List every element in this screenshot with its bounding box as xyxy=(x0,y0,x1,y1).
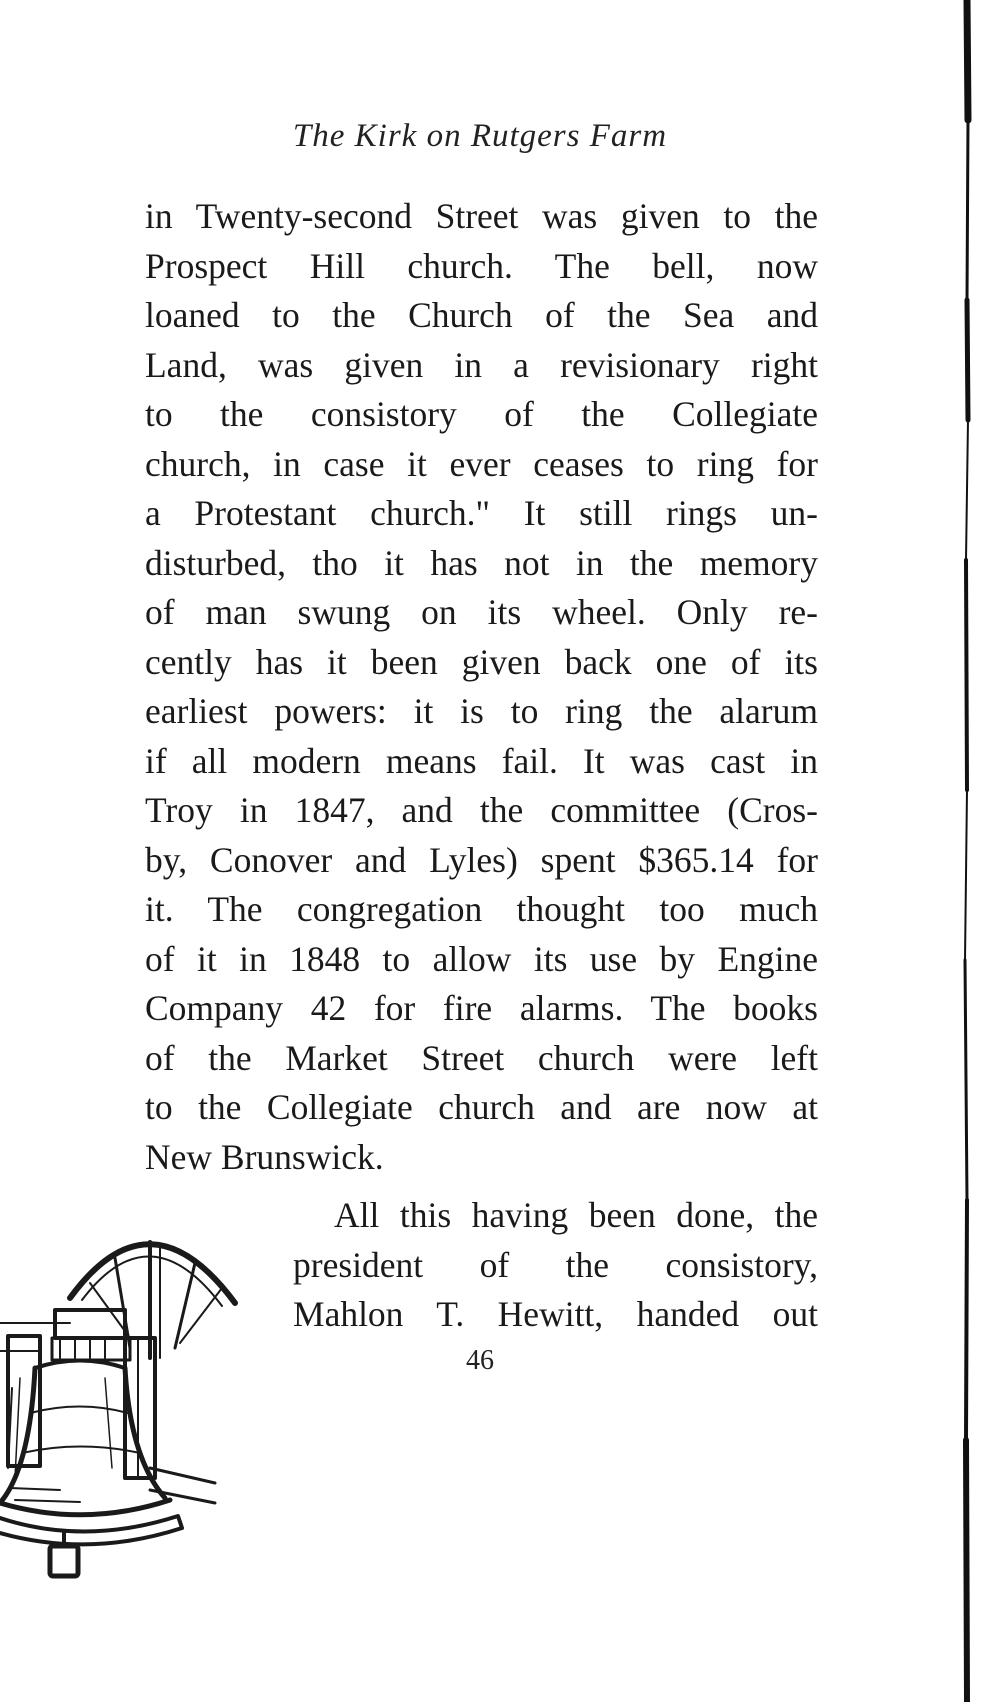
wrapped-paragraph xyxy=(293,1191,818,1340)
text-line: of it in 1848 to allow its use by Engine xyxy=(145,938,818,979)
bell-on-wheel-icon xyxy=(0,1228,260,1618)
text-line: of man swung on its wheel. Only re- xyxy=(145,592,818,632)
text-line: to the Collegiate church and are now at xyxy=(145,1087,818,1127)
text-line: earliest powers: it is to ring the alarum xyxy=(145,691,818,731)
text-line: it. The congregation thought too much xyxy=(145,889,818,929)
text-line: of the Market Street church were left xyxy=(145,1037,818,1078)
page-number: 46 xyxy=(466,1345,494,1376)
text-line: if all modern means fail. It was cast in xyxy=(145,740,818,781)
text-line: Land, was given in a revisionary right xyxy=(145,344,818,385)
text-line: by, Conover and Lyles) spent $365.14 for xyxy=(145,839,818,880)
text-line: in Twenty-second Street was given to the xyxy=(145,196,818,236)
text-line: cently has it been given back one of its xyxy=(145,641,818,682)
text-line: a Protestant church." It still rings un- xyxy=(145,493,818,533)
text-line: disturbed, tho it has not in the memory xyxy=(145,542,818,583)
page-edge-shadow xyxy=(955,0,985,1702)
text-line: Mahlon T. Hewitt, handed out xyxy=(293,1294,818,1334)
text-line: president of the consistory, xyxy=(293,1244,818,1285)
text-line: loaned to the Church of the Sea and xyxy=(145,295,818,335)
text-line: All this having been done, the xyxy=(334,1195,818,1235)
text-line: Prospect Hill church. The bell, now xyxy=(145,245,818,286)
text-line: New Brunswick. xyxy=(145,1136,384,1177)
text-line: Company 42 for fire alarms. The books xyxy=(145,988,818,1028)
text-line: to the consistory of the Collegiate xyxy=(145,394,818,434)
running-head: The Kirk on Rutgers Farm xyxy=(292,118,668,154)
text-line: church, in case it ever ceases to ring for xyxy=(145,443,818,484)
body-paragraph xyxy=(145,192,818,1182)
text-line: Troy in 1847, and the committee (Cros- xyxy=(145,790,818,830)
